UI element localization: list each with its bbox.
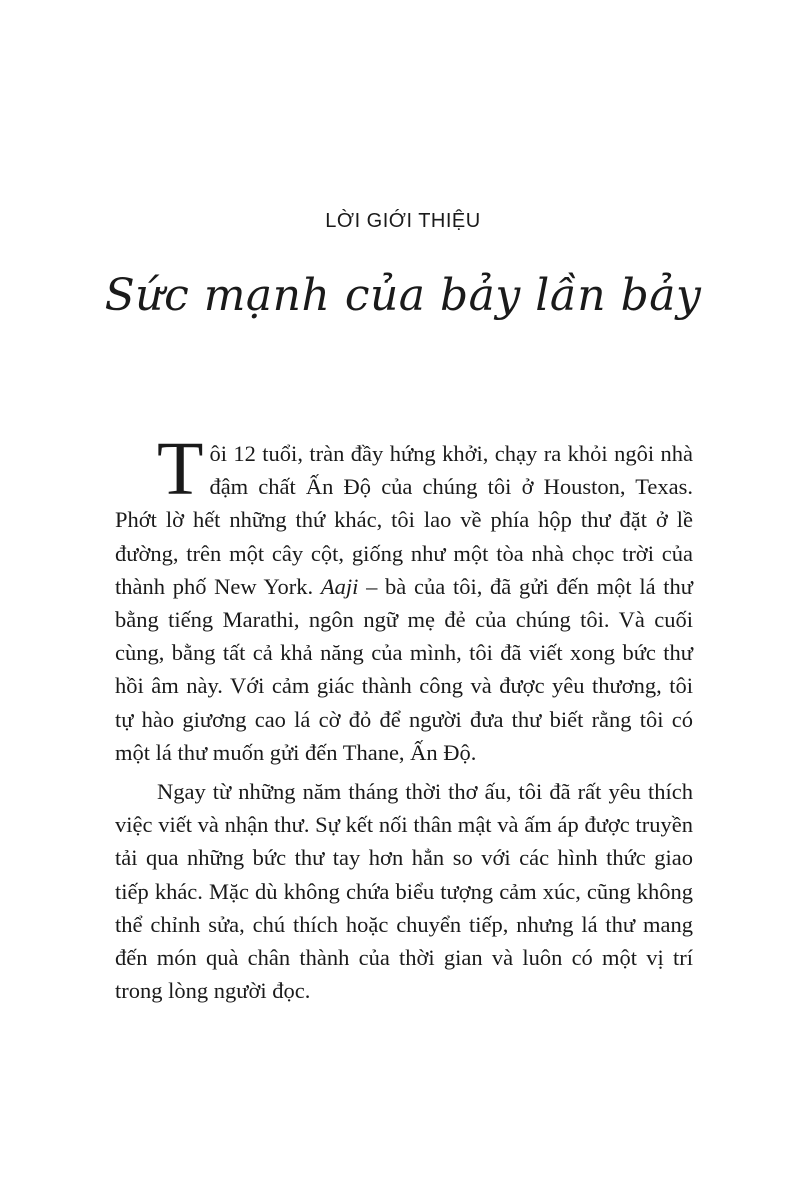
chapter-title: Sức mạnh của bảy lần bảy — [104, 270, 702, 321]
paragraph-2: Ngay từ những năm tháng thời thơ ấu, tôi đã rất yêu thích việc viết và nhận thư. Sự kết nối thân mật và ấm áp được truyền tải qua những bức thư tay hơn hẳn so với các hình thức giao tiếp khác. Mặc dù không chứa biểu tượng cảm xúc, cũng không thể chỉnh sửa, chú thích hoặc chuyển tiếp, nhưng lá thư mang đến món quà chân thành của thời gian và luôn có một vị trí trong lòng người đọc. — [115, 779, 693, 1004]
paragraph-1-text-b: – bà của tôi, đã gửi đến một lá thư bằng tiếng Marathi, ngôn ngữ mẹ đẻ của chúng tôi. Và cuối cùng, bằng tất cả khả năng của mình, tôi đã viết xong bức thư hồi âm này. Với cảm giác thành công và được yêu thương, tôi tự hào giương cao lá cờ đỏ để người đưa thư biết rằng tôi có một lá thư muốn gửi đến Thane, Ấn Độ. — [115, 573, 693, 765]
paragraph-1-text-a: ôi 12 tuổi, tràn đầy hứng khởi, chạy ra khỏi ngôi nhà đậm chất Ấn Độ của chúng tôi ở Houston, Texas. Phớt lờ hết những thứ khác, tôi lao về phía hộp thư đặt ở lề đường, trên một cây cột, giống như một tòa nhà chọc trời của thành phố New York. — [115, 441, 693, 599]
paragraph-1 — [115, 427, 693, 769]
drop-cap: T — [157, 427, 204, 511]
body-text — [115, 427, 693, 1007]
paragraph-1-emphasis: Aaji — [320, 573, 359, 599]
section-label: LỜI GIỚI THIỆU — [325, 210, 481, 232]
